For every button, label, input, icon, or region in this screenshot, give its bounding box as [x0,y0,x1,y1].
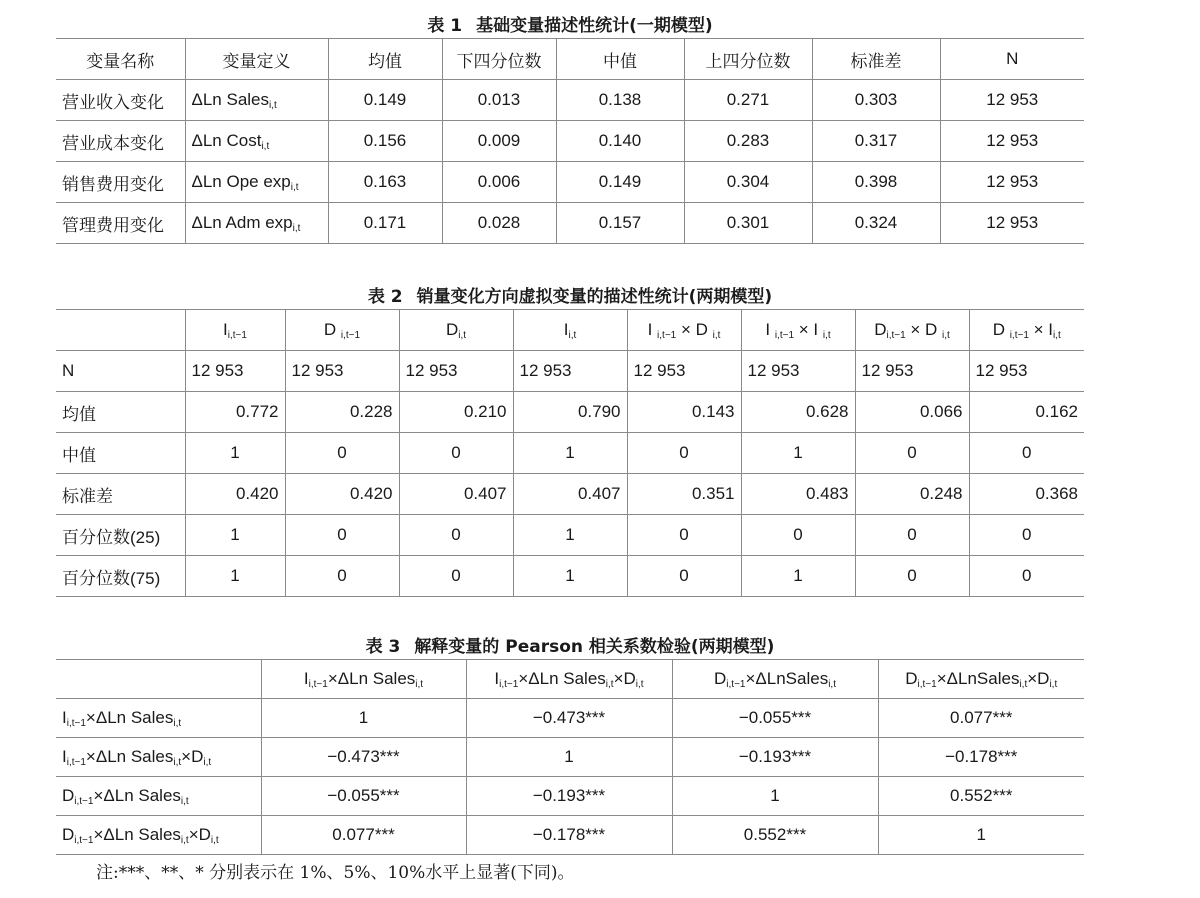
table-row [56,203,1084,244]
header-var: D [992,319,1010,339]
var-subscript: i,t [203,756,212,768]
definition-subscript: i,t [292,222,301,234]
header-subscript: i,t [712,329,721,341]
table-cell: 12 953 [855,351,969,392]
row-label: N [56,351,185,392]
table-cell: 1 [185,556,285,597]
table-row [56,515,1084,556]
table-cell: 12 953 [513,351,627,392]
table-cell: 0 [969,433,1084,474]
variable-definition [185,162,328,203]
table-cell: 0.149 [556,162,684,203]
definition-text: ΔLn Adm exp [191,212,293,232]
table-cell: −0.473*** [261,738,466,777]
var-name: I [62,707,67,727]
var-name: D [905,668,918,688]
table-row [56,556,1084,597]
table3-number: 表 3 [365,637,401,657]
table-cell: −0.055*** [261,777,466,816]
var-name: ×ΔLn Sales [85,707,174,727]
row-label: 百分位数(25) [56,515,185,556]
column-header [185,310,285,351]
row-label [56,738,261,777]
table-cell: 0.301 [684,203,812,244]
table-cell: 12 953 [741,351,855,392]
var-name: ×D [1027,668,1050,688]
column-header [878,660,1084,699]
table2-number: 表 2 [367,287,403,307]
var-subscript: i,t [210,834,219,846]
row-label: 标准差 [56,474,185,515]
table-row [56,777,1084,816]
header-subscript: i,t [458,329,467,341]
table-cell: 0 [627,556,741,597]
table-cell: 12 953 [399,351,513,392]
var-subscript: i,t [180,834,189,846]
column-header [466,660,672,699]
var-subscript: i,t−1 [66,756,86,768]
corner-cell [56,310,185,351]
table-cell: 1 [185,433,285,474]
header-subscript: i,t−1 [774,329,795,341]
var-subscript: i,t [1049,678,1058,690]
var-subscript: i,t [1019,678,1028,690]
header-subscript: i,t [568,329,577,341]
table-cell: 0 [627,433,741,474]
table-row [56,80,1084,121]
table-cell: 0 [399,556,513,597]
row-label: 营业收入变化 [56,80,185,121]
variable-definition [185,121,328,162]
table-row [56,816,1084,855]
table-cell: 0.407 [399,474,513,515]
column-header: 上四分位数 [684,39,812,80]
header-subscript: i,t [942,329,950,341]
header-operator: × D [905,319,943,339]
table-cell: 0.324 [812,203,940,244]
table-cell: 0.162 [969,392,1084,433]
table1-number: 表 1 [427,16,463,36]
var-name: D [62,824,75,844]
definition-subscript: i,t [261,140,270,152]
var-subscript: i,t−1 [499,678,519,690]
header-subscript: i,t−1 [1009,329,1029,341]
row-label: 管理费用变化 [56,203,185,244]
table-cell: 0.210 [399,392,513,433]
table-cell: 0 [399,433,513,474]
table-cell: 0.351 [627,474,741,515]
table-cell: 1 [513,433,627,474]
var-name: ×ΔLn Sales [93,824,181,844]
column-header [741,310,855,351]
definition-text: ΔLn Sales [191,89,270,109]
var-subscript: i,t−1 [726,678,746,690]
table-cell: 0.143 [627,392,741,433]
table-cell: 0.483 [741,474,855,515]
var-subscript: i,t [415,678,424,690]
table-header-row [56,660,1084,699]
var-name: ×ΔLnSales [936,668,1020,688]
table-cell: 1 [261,699,466,738]
table-cell: −0.055*** [672,699,878,738]
var-name: ×ΔLn Sales [85,746,174,766]
definition-text: ΔLn Cost [191,130,262,150]
header-subscript: i,t [1053,329,1061,341]
table-cell: 0.552*** [672,816,878,855]
column-header: 变量名称 [56,39,185,80]
table-cell: 1 [741,433,855,474]
table1 [56,38,1084,244]
table-cell: 1 [741,556,855,597]
table-cell: 12 953 [185,351,285,392]
table-cell: 0.013 [442,80,556,121]
header-operator: × D [676,319,713,339]
table-row [56,162,1084,203]
table-cell: 0 [855,433,969,474]
table-cell: 0 [969,556,1084,597]
var-subscript: i,t−1 [66,717,86,729]
table1-caption [0,11,1140,36]
header-subscript: i,t−1 [657,329,677,341]
table-row [56,699,1084,738]
definition-text: ΔLn Ope exp [191,171,291,191]
table-cell: −0.178*** [878,738,1084,777]
column-header [627,310,741,351]
table-cell: 1 [878,816,1084,855]
header-subscript: i,t−1 [886,329,906,341]
table-row [56,351,1084,392]
header-operator: × I [1028,319,1053,339]
header-var: I [765,319,775,339]
table-cell: 0.368 [969,474,1084,515]
table-header-row [56,39,1084,80]
column-header: 均值 [328,39,442,80]
table-cell: 12 953 [285,351,399,392]
table-cell: 1 [513,515,627,556]
header-var: D [874,319,887,339]
table-cell: 0.156 [328,121,442,162]
table-cell: 1 [466,738,672,777]
column-header [855,310,969,351]
var-name: I [494,668,500,688]
footnote: 注:***、**、* 分别表示在 1%、5%、10%水平上显著(下同)。 [96,863,575,883]
var-name: D [62,785,75,805]
table-cell: 12 953 [969,351,1084,392]
table-cell: 0 [855,556,969,597]
table-cell: 0.028 [442,203,556,244]
table-cell: 1 [513,556,627,597]
table-cell: 0.628 [741,392,855,433]
table-cell: 1 [672,777,878,816]
table-cell: 1 [185,515,285,556]
table2-title: 销量变化方向虚拟变量的描述性统计(两期模型) [416,287,773,307]
row-label [56,777,261,816]
row-label: 销售费用变化 [56,162,185,203]
table-cell: 0 [855,515,969,556]
var-name: I [62,746,67,766]
table-cell: 0 [969,515,1084,556]
table-cell: 0.304 [684,162,812,203]
header-var: I [223,319,228,339]
column-header [399,310,513,351]
var-subscript: i,t [173,717,182,729]
table3 [56,659,1084,855]
table-row [56,121,1084,162]
var-subscript: i,t [180,795,189,807]
table-cell: 12 953 [627,351,741,392]
table-row [56,433,1084,474]
row-label: 营业成本变化 [56,121,185,162]
table-cell: 0.271 [684,80,812,121]
table-cell: 0.790 [513,392,627,433]
table-cell: 12 953 [940,203,1084,244]
variable-definition [185,203,328,244]
table-header-row [56,310,1084,351]
header-var: D [445,319,459,339]
table-cell: −0.193*** [466,777,672,816]
corner-cell [56,660,261,699]
table-cell: 0.228 [285,392,399,433]
table-cell: 0.157 [556,203,684,244]
table-cell: 0.283 [684,121,812,162]
row-label: 百分位数(75) [56,556,185,597]
table-row [56,392,1084,433]
header-subscript: i,t−1 [227,329,247,341]
variable-definition [185,80,328,121]
var-name: D [714,668,727,688]
table-cell: 12 953 [940,162,1084,203]
table-cell: 0.138 [556,80,684,121]
var-subscript: i,t−1 [308,678,328,690]
var-name: ×D [613,668,636,688]
column-header: 下四分位数 [442,39,556,80]
table-cell: 0.006 [442,162,556,203]
var-subscript: i,t [173,756,182,768]
var-subscript: i,t−1 [917,678,937,690]
table-cell: 0.248 [855,474,969,515]
header-subscript: i,t [822,329,831,341]
var-subscript: i,t [828,678,836,690]
row-label [56,816,261,855]
table-cell: −0.178*** [466,816,672,855]
table2 [56,309,1084,597]
table-cell: 0.163 [328,162,442,203]
header-var: D [323,319,341,339]
table-cell: 0.140 [556,121,684,162]
definition-subscript: i,t [290,181,299,193]
var-name: ×ΔLn Sales [93,785,181,805]
table-cell: 0 [285,556,399,597]
table-cell: 0.317 [812,121,940,162]
table-cell: 0.398 [812,162,940,203]
var-name: ×ΔLn Sales [327,668,416,688]
var-subscript: i,t [635,678,644,690]
table-cell: 0 [285,515,399,556]
column-header [261,660,466,699]
table-row [56,474,1084,515]
var-name: ×D [181,746,204,766]
column-header [285,310,399,351]
table-cell: 0.420 [285,474,399,515]
var-subscript: i,t−1 [74,834,94,846]
header-var: I [563,319,569,339]
row-label [56,699,261,738]
table-cell: 0.077*** [261,816,466,855]
table1-title: 基础变量描述性统计(一期模型) [476,16,713,36]
header-var: I [647,319,658,339]
var-name: ×D [188,824,211,844]
table-cell: 0.171 [328,203,442,244]
header-subscript: i,t−1 [340,329,361,341]
table-cell: 12 953 [940,80,1084,121]
table-cell: −0.473*** [466,699,672,738]
column-header: N [940,39,1084,80]
var-subscript: i,t−1 [74,795,94,807]
table-cell: 0.772 [185,392,285,433]
table-cell: 0 [627,515,741,556]
column-header [672,660,878,699]
var-name: I [303,668,309,688]
table-cell: 0 [741,515,855,556]
table-cell: 0.407 [513,474,627,515]
var-name: ×ΔLnSales [745,668,829,688]
table-cell: 0.420 [185,474,285,515]
table-cell: 0.066 [855,392,969,433]
table-cell: 0.149 [328,80,442,121]
definition-subscript: i,t [269,99,277,111]
var-subscript: i,t [605,678,614,690]
table-cell: 0.303 [812,80,940,121]
table-cell: 0.077*** [878,699,1084,738]
table-cell: 0 [285,433,399,474]
column-header [513,310,627,351]
column-header: 中值 [556,39,684,80]
table-row [56,738,1084,777]
table-cell: 12 953 [940,121,1084,162]
header-operator: × I [794,319,823,339]
row-label: 均值 [56,392,185,433]
table-cell: −0.193*** [672,738,878,777]
table-cell: 0.552*** [878,777,1084,816]
row-label: 中值 [56,433,185,474]
var-name: ×ΔLn Sales [518,668,606,688]
table-cell: 0 [399,515,513,556]
table3-title: 解释变量的 Pearson 相关系数检验(两期模型) [414,637,775,657]
table3-caption [0,632,1140,657]
column-header: 变量定义 [185,39,328,80]
column-header [969,310,1084,351]
table-cell: 0.009 [442,121,556,162]
column-header: 标准差 [812,39,940,80]
table2-caption [0,282,1140,307]
